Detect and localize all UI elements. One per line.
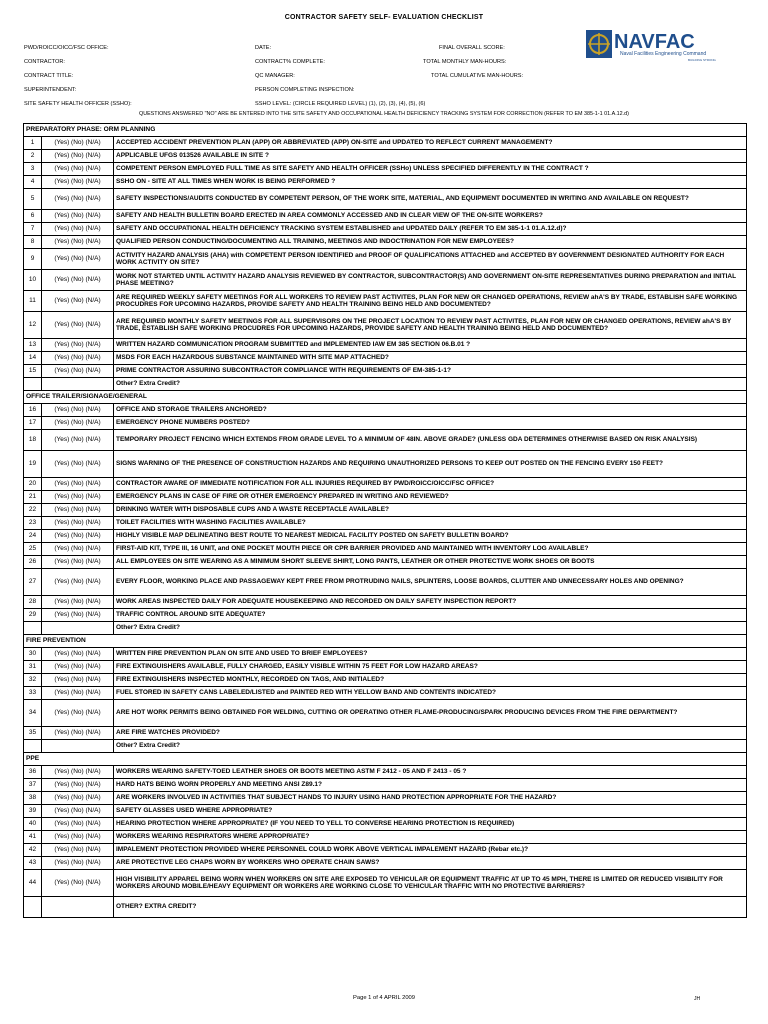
extra-blank-num: [24, 622, 42, 635]
item-number: 23: [24, 517, 42, 530]
question-text: EVERY FLOOR, WORKING PLACE AND PASSAGEWAY KEPT FREE FROM PROTRUDING NAILS, SPLINTERS, LOOSE BOARDS, CLUTTER AND UNNECESSARY HOLES AND OPENING?: [114, 569, 747, 596]
extra-blank-num: [24, 897, 42, 918]
item-number: 17: [24, 417, 42, 430]
question-text: PRIME CONTRACTOR ASSURING SUBCONTRACTOR COMPLIANCE WITH REQUIREMENTS OF EM-385-1-1?: [114, 365, 747, 378]
item-number: 27: [24, 569, 42, 596]
checklist-row: [24, 661, 747, 674]
answer-options[interactable]: (Yes) (No) (N/A): [42, 792, 114, 805]
answer-options[interactable]: (Yes) (No) (N/A): [42, 236, 114, 249]
answer-options[interactable]: (Yes) (No) (N/A): [42, 339, 114, 352]
answer-options[interactable]: (Yes) (No) (N/A): [42, 223, 114, 236]
item-number: 37: [24, 779, 42, 792]
checklist-row: [24, 700, 747, 727]
logo-tag: BUILDING STRONG: [688, 58, 716, 62]
question-text: HEARING PROTECTION WHERE APPROPRIATE? (IF YOU NEED TO YELL TO CONVERSE HEARING PROTECTION IS REQUIRED): [114, 818, 747, 831]
item-number: 22: [24, 504, 42, 517]
item-number: 8: [24, 236, 42, 249]
item-number: 21: [24, 491, 42, 504]
answer-options[interactable]: (Yes) (No) (N/A): [42, 805, 114, 818]
question-text: ACTIVITY HAZARD ANALYSIS (AHA) with COMPETENT PERSON IDENTIFIED and PROOF OF QUALIFICATIONS ATTACHED and ACCEPTED BY GOVERNMENT DESIGNATED AUTHORITY FOR EACH WORK ACTIVITY ON SITE?: [114, 249, 747, 270]
answer-options[interactable]: (Yes) (No) (N/A): [42, 661, 114, 674]
checklist-row: [24, 189, 747, 210]
checklist-row: [24, 365, 747, 378]
extra-credit-row: [24, 897, 747, 918]
question-text: ARE REQUIRED MONTHLY SAFETY MEETINGS FOR ALL SUPERVISORS ON THE PROJECT LOCATION TO REVIEW PAST ACTIVITES, PLAN FOR NEW OR CHANGED OPERATIONS, REVIEW ahA'S BY TRADE, ESTABLISH SAFE WORKING PROCUDRES FOR UPCOMING HAZARDS, PROVIDE SAFETY AND HEALTH TRAINING BEING HELD AND DOCUMENTED?: [114, 312, 747, 339]
item-number: 25: [24, 543, 42, 556]
checklist-row: [24, 352, 747, 365]
checklist-row: [24, 805, 747, 818]
checklist-row: [24, 556, 747, 569]
question-text: SAFETY AND OCCUPATIONAL HEALTH DEFICIENCY TRACKING SYSTEM ESTABLISHED and UPDATED DAILY (REFER TO EM 385-1-1 01.A.12.d)?: [114, 223, 747, 236]
checklist-row: [24, 270, 747, 291]
extra-credit-text: Other? Extra Credit?: [114, 740, 747, 753]
extra-blank-opt[interactable]: [42, 622, 114, 635]
question-text: MSDS FOR EACH HAZARDOUS SUBSTANCE MAINTAINED WITH SITE MAP ATTACHED?: [114, 352, 747, 365]
item-number: 14: [24, 352, 42, 365]
checklist-row: [24, 249, 747, 270]
question-text: QUALIFIED PERSON CONDUCTING/DOCUMENTING ALL TRAINING, MEETINGS AND INDOCTRINATION FOR NEW EMPLOYEES?: [114, 236, 747, 249]
section-header: [24, 124, 747, 137]
answer-options[interactable]: (Yes) (No) (N/A): [42, 674, 114, 687]
question-text: APPLICABLE UFGS 013526 AVAILABLE IN SITE ?: [114, 150, 747, 163]
question-text: HIGH VISIBILITY APPAREL BEING WORN WHEN WORKERS ON SITE ARE EXPOSED TO VEHICULAR OR EQUIPMENT TRAFFIC AT UP TO 45 MPH, THERE IS LIMITED OR REDUCED VISIBILITY FOR WORKERS AROUND MOBILE/HEAVY EQUIPMENT OR WORKERS ARE WORKING CLOSE TO VEHICULAR TRAFFIC WITH NO PROTECTIVE BARRIERS?: [114, 870, 747, 897]
question-text: ACCEPTED ACCIDENT PREVENTION PLAN (APP) OR ABBREVIATED (APP) ON-SITE and UPDATED TO REFLECT CURRENT MANAGEMENT?: [114, 137, 747, 150]
checklist-row: [24, 596, 747, 609]
checklist-row: [24, 779, 747, 792]
extra-credit-text: Other? Extra Credit?: [114, 622, 747, 635]
qc-manager-label: QC MANAGER:: [255, 73, 295, 79]
question-text: SAFETY AND HEALTH BULLETIN BOARD ERECTED IN AREA COMMONLY ACCESSED AND IN CLEAR VIEW OF THE ON-SITE WORKERS?: [114, 210, 747, 223]
section-header: [24, 753, 747, 766]
question-text: SAFETY INSPECTIONS/AUDITS CONDUCTED BY COMPETENT PERSON, OF THE WORK SITE, MATERIAL, AND EQUIPMENT DOCUMENTED IN WRITING AND AVAILABLE ON REQUEST?: [114, 189, 747, 210]
item-number: 20: [24, 478, 42, 491]
checklist-row: [24, 609, 747, 622]
item-number: 4: [24, 176, 42, 189]
checklist-row: [24, 517, 747, 530]
checklist-row: [24, 210, 747, 223]
question-text: WRITTEN FIRE PREVENTION PLAN ON SITE AND USED TO BRIEF EMPLOYEES?: [114, 648, 747, 661]
instruction-note: QUESTIONS ANSWERED "NO" ARE BE ENTERED INTO THE SITE SAFETY AND OCCUPATIONAL HEALTH DEFICIENCY TRACKING SYSTEM FOR CORRECTION (REFER TO EM 385-1-1 01.A.12.d): [139, 111, 629, 117]
question-text: EMERGENCY PLANS IN CASE OF FIRE OR OTHER EMERGENCY PREPARED IN WRITING AND REVIEWED?: [114, 491, 747, 504]
extra-blank-opt[interactable]: [42, 378, 114, 391]
answer-options[interactable]: (Yes) (No) (N/A): [42, 857, 114, 870]
checklist-row: [24, 818, 747, 831]
item-number: 28: [24, 596, 42, 609]
item-number: 15: [24, 365, 42, 378]
item-number: 11: [24, 291, 42, 312]
checklist-row: [24, 417, 747, 430]
extra-blank-num: [24, 378, 42, 391]
section-header: [24, 635, 747, 648]
checklist-row: [24, 569, 747, 596]
answer-options[interactable]: (Yes) (No) (N/A): [42, 312, 114, 339]
answer-options[interactable]: (Yes) (No) (N/A): [42, 766, 114, 779]
document-title: CONTRACTOR SAFETY SELF- EVALUATION CHECKLIST: [284, 14, 484, 21]
item-number: 2: [24, 150, 42, 163]
contract-title-label: CONTRACT TITLE:: [24, 73, 74, 79]
question-text: WORK AREAS INSPECTED DAILY FOR ADEQUATE HOUSEKEEPING AND RECORDED ON DAILY SAFETY INSPECTION REPORT?: [114, 596, 747, 609]
office-label: PWD/ROICC/OICC/FSC OFFICE:: [24, 45, 109, 51]
item-number: 38: [24, 792, 42, 805]
question-text: HIGHLY VISIBLE MAP DELINEATING BEST ROUTE TO NEAREST MEDICAL FACILITY POSTED ON SAFETY BULLETIN BOARD?: [114, 530, 747, 543]
item-number: 44: [24, 870, 42, 897]
item-number: 9: [24, 249, 42, 270]
checklist-row: [24, 530, 747, 543]
answer-options[interactable]: (Yes) (No) (N/A): [42, 504, 114, 517]
question-text: HARD HATS BEING WORN PROPERLY AND MEETING ANSI Z89.1?: [114, 779, 747, 792]
answer-options[interactable]: (Yes) (No) (N/A): [42, 150, 114, 163]
answer-options[interactable]: (Yes) (No) (N/A): [42, 430, 114, 451]
answer-options[interactable]: (Yes) (No) (N/A): [42, 687, 114, 700]
item-number: 35: [24, 727, 42, 740]
cumulative-hours-label: TOTAL CUMULATIVE MAN-HOURS:: [431, 73, 524, 79]
checklist-table: [23, 123, 747, 918]
ssho-label: SITE SAFETY HEALTH OFFICER (SSHO):: [24, 101, 132, 107]
answer-options[interactable]: (Yes) (No) (N/A): [42, 270, 114, 291]
footer-initials: JH: [694, 996, 701, 1002]
page-footer: Page 1 of 4 APRIL 2009: [353, 995, 415, 1001]
checklist-row: [24, 543, 747, 556]
checklist-row: [24, 674, 747, 687]
question-text: CONTRACTOR AWARE OF IMMEDIATE NOTIFICATION FOR ALL INJURIES REQUIRED BY PWD/ROICC/OICC/FSC OFFICE?: [114, 478, 747, 491]
section-title: PREPARATORY PHASE: ORM PLANNING: [24, 124, 747, 137]
extra-blank-opt[interactable]: [42, 740, 114, 753]
item-number: 36: [24, 766, 42, 779]
item-number: 12: [24, 312, 42, 339]
item-number: 18: [24, 430, 42, 451]
question-text: WORKERS WEARING SAFETY-TOED LEATHER SHOES OR BOOTS MEETING ASTM F 2412 - 05 AND F 2413 - 05 ?: [114, 766, 747, 779]
checklist-row: [24, 792, 747, 805]
checklist-row: [24, 687, 747, 700]
item-number: 6: [24, 210, 42, 223]
answer-options[interactable]: (Yes) (No) (N/A): [42, 700, 114, 727]
question-text: WORKERS WEARING RESPIRATORS WHERE APPROPRIATE?: [114, 831, 747, 844]
item-number: 19: [24, 451, 42, 478]
monthly-hours-label: TOTAL MONTHLY MAN-HOURS:: [423, 59, 507, 65]
answer-options[interactable]: (Yes) (No) (N/A): [42, 365, 114, 378]
item-number: 24: [24, 530, 42, 543]
item-number: 43: [24, 857, 42, 870]
item-number: 31: [24, 661, 42, 674]
question-text: COMPETENT PERSON EMPLOYED FULL TIME AS SITE SAFETY AND HEALTH OFFICER (SSHo) UNLESS SPECIFIED DIFFERENTLY IN THE CONTRACT ?: [114, 163, 747, 176]
checklist-row: [24, 491, 747, 504]
answer-options[interactable]: (Yes) (No) (N/A): [42, 596, 114, 609]
question-text: EMERGENCY PHONE NUMBERS POSTED?: [114, 417, 747, 430]
answer-options[interactable]: (Yes) (No) (N/A): [42, 163, 114, 176]
checklist-row: [24, 831, 747, 844]
contract-complete-label: CONTRACT% COMPLETE:: [255, 59, 325, 65]
answer-options[interactable]: (Yes) (No) (N/A): [42, 517, 114, 530]
item-number: 3: [24, 163, 42, 176]
checklist-row: [24, 163, 747, 176]
ssho-level-label: SSHO LEVEL: (CIRCLE REQUIRED LEVEL) (1), (2), (3), (4), (5), (6): [255, 101, 426, 107]
question-text: TOILET FACILITIES WITH WASHING FACILITIES AVAILABLE?: [114, 517, 747, 530]
checklist-row: [24, 291, 747, 312]
checklist-row: [24, 844, 747, 857]
checklist-row: [24, 339, 747, 352]
answer-options[interactable]: (Yes) (No) (N/A): [42, 844, 114, 857]
question-text: ARE WORKERS INVOLVED IN ACTIVITIES THAT SUBJECT HANDS TO INJURY USING HAND PROTECTION APPROPRIATE FOR THE HAZARD?: [114, 792, 747, 805]
extra-blank-num: [24, 740, 42, 753]
extra-blank-opt[interactable]: [42, 897, 114, 918]
item-number: 29: [24, 609, 42, 622]
question-text: ARE REQUIRED WEEKLY SAFETY MEETINGS FOR ALL WORKERS TO REVIEW PAST ACTIVITES, PLAN FOR NEW OR CHANGED OPERATIONS, REVIEW ahA'S BY TRADE, ESTABLISH SAFE WORKING PROCUDRES FOR UPCOMING HAZARDS, PROVIDE SAFETY AND HEALTH TRAINING BEING HELD AND DOCUMENTED?: [114, 291, 747, 312]
question-text: FUEL STORED IN SAFETY CANS LABELED/LISTED and PAINTED RED WITH YELLOW BAND AND CONTENTS INDICATED?: [114, 687, 747, 700]
date-label: DATE:: [255, 45, 272, 51]
section-header: [24, 391, 747, 404]
question-text: TEMPORARY PROJECT FENCING WHICH EXTENDS FROM GRADE LEVEL TO A MINIMUM OF 48IN. ABOVE GRADE? (UNLESS GDA DETERMINES OTHERWISE BASED ON RISK ANALYSIS): [114, 430, 747, 451]
checklist-row: [24, 312, 747, 339]
section-title: OFFICE TRAILER/SIGNAGE/GENERAL: [24, 391, 747, 404]
item-number: 7: [24, 223, 42, 236]
extra-credit-text: OTHER? EXTRA CREDIT?: [114, 897, 747, 918]
checklist-row: [24, 404, 747, 417]
checklist-row: [24, 137, 747, 150]
item-number: 32: [24, 674, 42, 687]
item-number: 33: [24, 687, 42, 700]
checklist-row: [24, 504, 747, 517]
item-number: 16: [24, 404, 42, 417]
answer-options[interactable]: (Yes) (No) (N/A): [42, 609, 114, 622]
answer-options[interactable]: (Yes) (No) (N/A): [42, 779, 114, 792]
question-text: ARE FIRE WATCHES PROVIDED?: [114, 727, 747, 740]
item-number: 26: [24, 556, 42, 569]
answer-options[interactable]: (Yes) (No) (N/A): [42, 137, 114, 150]
checklist-row: [24, 176, 747, 189]
answer-options[interactable]: (Yes) (No) (N/A): [42, 870, 114, 897]
person-completing-label: PERSON COMPLETING INSPECTION:: [255, 87, 355, 93]
extra-credit-row: [24, 378, 747, 391]
item-number: 10: [24, 270, 42, 291]
item-number: 30: [24, 648, 42, 661]
checklist-row: [24, 430, 747, 451]
section-title: PPE: [24, 753, 747, 766]
answer-options[interactable]: (Yes) (No) (N/A): [42, 491, 114, 504]
question-text: OFFICE AND STORAGE TRAILERS ANCHORED?: [114, 404, 747, 417]
question-text: DRINKING WATER WITH DISPOSABLE CUPS AND A WASTE RECEPTACLE AVAILABLE?: [114, 504, 747, 517]
item-number: 40: [24, 818, 42, 831]
item-number: 1: [24, 137, 42, 150]
checklist-row: [24, 150, 747, 163]
section-title: FIRE PREVENTION: [24, 635, 747, 648]
item-number: 41: [24, 831, 42, 844]
checklist-row: [24, 478, 747, 491]
item-number: 42: [24, 844, 42, 857]
question-text: IMPALEMENT PROTECTION PROVIDED WHERE PERSONNEL COULD WORK ABOVE VERTICAL IMPALEMENT HAZARD (Rebar etc.)?: [114, 844, 747, 857]
question-text: WRITTEN HAZARD COMMUNICATION PROGRAM SUBMITTED and IMPLEMENTED IAW EM 385 SECTION 06.B.01 ?: [114, 339, 747, 352]
checklist-row: [24, 236, 747, 249]
answer-options[interactable]: (Yes) (No) (N/A): [42, 818, 114, 831]
logo-text: NAVFAC: [614, 31, 695, 53]
question-text: ARE PROTECTIVE LEG CHAPS WORN BY WORKERS WHO OPERATE CHAIN SAWS?: [114, 857, 747, 870]
question-text: TRAFFIC CONTROL AROUND SITE ADEQUATE?: [114, 609, 747, 622]
answer-options[interactable]: (Yes) (No) (N/A): [42, 648, 114, 661]
question-text: SAFETY GLASSES USED WHERE APPROPRIATE?: [114, 805, 747, 818]
checklist-row: [24, 648, 747, 661]
question-text: WORK NOT STARTED UNTIL ACTIVITY HAZARD ANALYSIS REVIEWED BY CONTRACTOR, SUBCONTRACTOR(S) AND GOVERNMENT ON-SITE REPRESENTATIVES DURING PREPARATION and INITIAL PHASE MEETING?: [114, 270, 747, 291]
logo-subtitle: Naval Facilities Engineering Command: [620, 51, 707, 57]
checklist-row: [24, 766, 747, 779]
answer-options[interactable]: (Yes) (No) (N/A): [42, 569, 114, 596]
answer-options[interactable]: (Yes) (No) (N/A): [42, 352, 114, 365]
answer-options[interactable]: (Yes) (No) (N/A): [42, 176, 114, 189]
answer-options[interactable]: (Yes) (No) (N/A): [42, 556, 114, 569]
answer-options[interactable]: (Yes) (No) (N/A): [42, 210, 114, 223]
answer-options[interactable]: (Yes) (No) (N/A): [42, 451, 114, 478]
question-text: SIGNS WARNING OF THE PRESENCE OF CONSTRUCTION HAZARDS AND REQUIRING UNAUTHORIZED PERSONS TO KEEP OUT POSTED ON THE FENCING EVERY 150 FEET?: [114, 451, 747, 478]
extra-credit-row: [24, 740, 747, 753]
question-text: FIRST-AID KIT, TYPE III, 16 UNIT, and ONE POCKET MOUTH PIECE OR CPR BARRIER PROVIDED AND MAINTAINED WITH INVENTORY LOG AVAILABLE?: [114, 543, 747, 556]
answer-options[interactable]: (Yes) (No) (N/A): [42, 249, 114, 270]
question-text: FIRE EXTINGUISHERS INSPECTED MONTHLY, RECORDED ON TAGS, AND INITIALED?: [114, 674, 747, 687]
answer-options[interactable]: (Yes) (No) (N/A): [42, 189, 114, 210]
extra-credit-row: [24, 622, 747, 635]
contractor-label: CONTRACTOR:: [24, 59, 65, 65]
question-text: FIRE EXTINGUISHERS AVAILABLE, FULLY CHARGED, EASILY VISIBLE WITHIN 75 FEET FOR LOW HAZARD AREAS?: [114, 661, 747, 674]
question-text: SSHO ON - SITE AT ALL TIMES WHEN WORK IS BEING PERFORMED ?: [114, 176, 747, 189]
item-number: 13: [24, 339, 42, 352]
question-text: ALL EMPLOYEES ON SITE WEARING AS A MINIMUM SHORT SLEEVE SHIRT, LONG PANTS, LEATHER OR OTHER PROTECTIVE WORK SHOES OR BOOTS: [114, 556, 747, 569]
checklist-row: [24, 451, 747, 478]
checklist-row: [24, 870, 747, 897]
answer-options[interactable]: (Yes) (No) (N/A): [42, 404, 114, 417]
final-score-label: FINAL OVERALL SCORE:: [439, 45, 505, 51]
checklist-row: [24, 727, 747, 740]
question-text: ARE HOT WORK PERMITS BEING OBTAINED FOR WELDING, CUTTING OR OPERATING OTHER FLAME-PRODUCING/SPARK PRODUCING DEVICES FROM THE FIRE DEPARTMENT?: [114, 700, 747, 727]
checklist-row: [24, 857, 747, 870]
answer-options[interactable]: (Yes) (No) (N/A): [42, 727, 114, 740]
answer-options[interactable]: (Yes) (No) (N/A): [42, 417, 114, 430]
superintendent-label: SUPERINTENDENT:: [24, 87, 77, 93]
answer-options[interactable]: (Yes) (No) (N/A): [42, 543, 114, 556]
answer-options[interactable]: (Yes) (No) (N/A): [42, 478, 114, 491]
navfac-logo: [584, 26, 716, 64]
item-number: 39: [24, 805, 42, 818]
answer-options[interactable]: (Yes) (No) (N/A): [42, 530, 114, 543]
answer-options[interactable]: (Yes) (No) (N/A): [42, 831, 114, 844]
item-number: 5: [24, 189, 42, 210]
item-number: 34: [24, 700, 42, 727]
answer-options[interactable]: (Yes) (No) (N/A): [42, 291, 114, 312]
checklist-row: [24, 223, 747, 236]
extra-credit-text: Other? Extra Credit?: [114, 378, 747, 391]
